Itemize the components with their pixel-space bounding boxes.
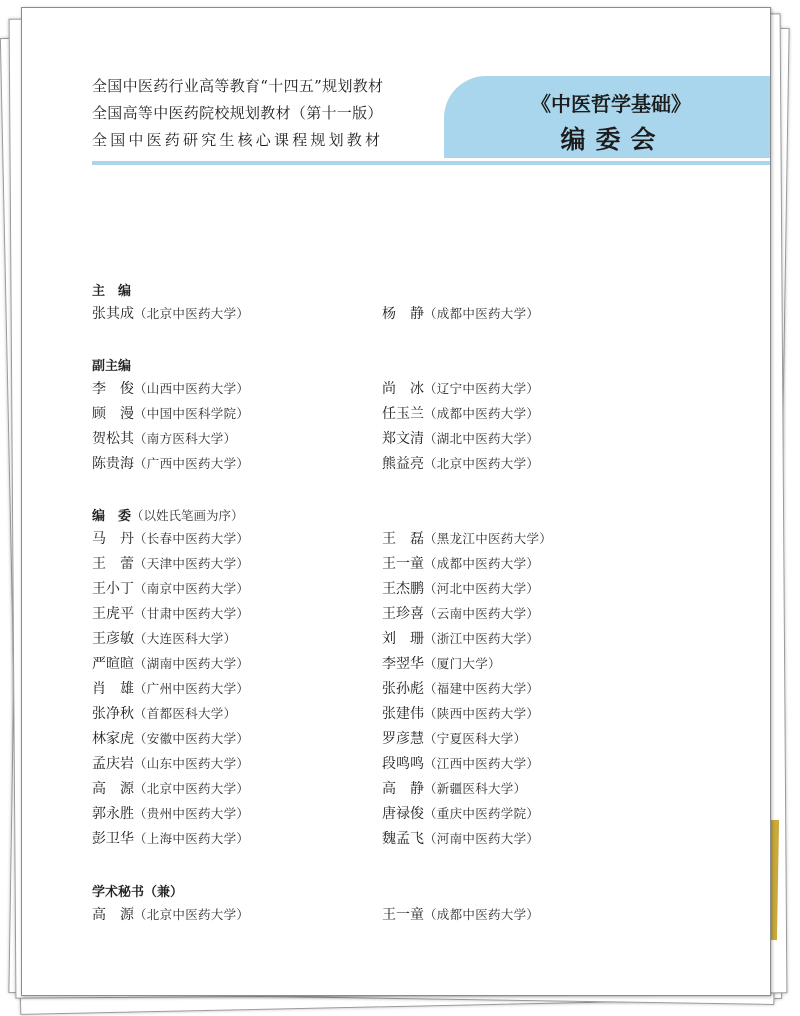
person-affiliation: （天津中医药大学） (134, 556, 250, 571)
person-name: 段鸣鸣 (382, 756, 424, 772)
person-affiliation: （新疆医科大学） (424, 781, 527, 796)
editorial-member-row (92, 653, 652, 678)
person-name: 魏孟飞 (382, 831, 424, 847)
editorial-member-heading (92, 505, 244, 524)
person-affiliation: （宁夏医科大学） (424, 731, 527, 746)
person-entry (92, 403, 249, 423)
person-entry (382, 303, 539, 323)
person-affiliation: （北京中医药大学） (134, 306, 250, 321)
person-affiliation: （厦门大学） (424, 656, 501, 671)
person-affiliation: （辽宁中医药大学） (424, 381, 540, 396)
person-name: 张孙彪 (382, 681, 424, 697)
person-name: 顾 漫 (92, 406, 134, 422)
person-entry (92, 653, 249, 673)
editorial-member-row (92, 778, 652, 803)
person-name: 李翌华 (382, 656, 424, 672)
person-entry (92, 428, 236, 448)
person-affiliation: （南方医科大学） (134, 431, 237, 446)
person-affiliation: （山东中医药大学） (134, 756, 250, 771)
person-entry (92, 828, 249, 848)
person-name: 王小丁 (92, 581, 134, 597)
editorial-member-row (92, 578, 652, 603)
person-affiliation: （北京中医药大学） (134, 907, 250, 922)
person-entry (92, 578, 249, 598)
person-affiliation: （北京中医药大学） (424, 456, 540, 471)
series-lines (92, 73, 383, 154)
person-name: 孟庆岩 (92, 756, 134, 772)
person-name: 高 源 (92, 907, 134, 923)
person-entry (382, 778, 526, 798)
deputy-editor-row (92, 428, 652, 453)
person-affiliation: （陕西中医药大学） (424, 706, 540, 721)
person-affiliation: （北京中医药大学） (134, 781, 250, 796)
series-line: 全国中医药行业高等教育“十四五”规划教材 (92, 77, 384, 95)
person-name: 熊益亮 (382, 456, 424, 472)
person-affiliation: （成都中医药大学） (424, 306, 540, 321)
person-name: 王一童 (382, 556, 424, 572)
person-name: 尚 冰 (382, 381, 424, 397)
person-affiliation: （广州中医药大学） (134, 681, 250, 696)
person-entry (382, 728, 526, 748)
editorial-member-row (92, 553, 652, 578)
person-affiliation: （安徽中医药大学） (134, 731, 250, 746)
person-affiliation: （广西中医药大学） (134, 456, 250, 471)
person-affiliation: （大连医科大学） (134, 631, 237, 646)
person-affiliation: （云南中医药大学） (424, 606, 540, 621)
editorial-member-row (92, 728, 652, 753)
title-banner (444, 76, 770, 158)
person-name: 王虎平 (92, 606, 134, 622)
person-entry (92, 378, 249, 398)
deputy-editor-row (92, 403, 652, 428)
person-entry (92, 753, 249, 773)
person-entry (382, 803, 539, 823)
deputy-editor-heading (92, 355, 131, 374)
person-name: 王珍喜 (382, 606, 424, 622)
person-entry (92, 803, 249, 823)
person-affiliation: （福建中医药大学） (424, 681, 540, 696)
person-name: 郑文清 (382, 431, 424, 447)
person-affiliation: （黑龙江中医药大学） (424, 531, 553, 546)
section-heading-text: 主 编 (92, 284, 132, 299)
person-name: 唐禄俊 (382, 806, 424, 822)
section-heading-text: 副主编 (92, 359, 132, 374)
person-name: 任玉兰 (382, 406, 424, 422)
chief-editor-heading (92, 280, 131, 299)
person-affiliation: （江西中医药大学） (424, 756, 540, 771)
person-affiliation: （重庆中医药学院） (424, 806, 540, 821)
person-entry (92, 778, 249, 798)
editorial-member-row (92, 828, 652, 853)
person-name: 杨 静 (382, 306, 424, 322)
person-name: 陈贵海 (92, 456, 134, 472)
person-name: 刘 珊 (382, 631, 424, 647)
person-affiliation: （成都中医药大学） (424, 556, 540, 571)
person-entry (92, 303, 249, 323)
editorial-member-row (92, 703, 652, 728)
person-name: 王 磊 (382, 531, 424, 547)
header-divider (92, 161, 770, 165)
person-entry (92, 453, 249, 473)
person-entry (92, 553, 249, 573)
academic-secretary-heading (92, 881, 183, 900)
person-entry (92, 703, 236, 723)
person-name: 王 蕾 (92, 556, 134, 572)
person-name: 郭永胜 (92, 806, 134, 822)
person-name: 贺松其 (92, 431, 134, 447)
person-affiliation: （湖南中医药大学） (134, 656, 250, 671)
person-name: 严暄暄 (92, 656, 134, 672)
person-name: 李 俊 (92, 381, 134, 397)
person-entry (382, 528, 552, 548)
section-heading-text: 编 委 (92, 509, 132, 524)
person-name: 张建伟 (382, 706, 424, 722)
person-entry (92, 628, 236, 648)
deputy-editor-row (92, 453, 652, 478)
person-name: 王彦敏 (92, 631, 134, 647)
person-entry (382, 653, 501, 673)
person-name: 肖 雄 (92, 681, 134, 697)
person-affiliation: （首都医科大学） (134, 706, 237, 721)
person-entry (382, 403, 539, 423)
person-affiliation: （成都中医药大学） (424, 907, 540, 922)
person-affiliation: （甘肃中医药大学） (134, 606, 250, 621)
person-affiliation: （南京中医药大学） (134, 581, 250, 596)
person-name: 张净秋 (92, 706, 134, 722)
person-affiliation: （贵州中医药大学） (134, 806, 250, 821)
academic-secretary-row (92, 904, 652, 929)
person-entry (92, 528, 249, 548)
chief-editor-row (92, 303, 652, 328)
document-page (21, 7, 771, 996)
person-name: 彭卫华 (92, 831, 134, 847)
person-entry (382, 553, 539, 573)
person-entry (382, 703, 539, 723)
section-heading-text: 学术秘书（兼） (92, 885, 184, 900)
book-title: 《中医哲学基础》 (531, 92, 691, 116)
person-entry (92, 904, 249, 924)
editorial-member-row (92, 628, 652, 653)
person-entry (382, 578, 539, 598)
ordering-note: （以姓氏笔画为序） (131, 508, 244, 523)
person-name: 林家虎 (92, 731, 134, 747)
person-entry (382, 828, 539, 848)
person-entry (382, 753, 539, 773)
person-affiliation: （山西中医药大学） (134, 381, 250, 396)
person-affiliation: （浙江中医药大学） (424, 631, 540, 646)
person-entry (382, 453, 539, 473)
deputy-editor-row (92, 378, 652, 403)
person-affiliation: （成都中医药大学） (424, 406, 540, 421)
person-name: 王杰鹏 (382, 581, 424, 597)
person-name: 王一童 (382, 907, 424, 923)
person-entry (92, 728, 249, 748)
person-name: 高 源 (92, 781, 134, 797)
person-affiliation: （河南中医药大学） (424, 831, 540, 846)
person-name: 马 丹 (92, 531, 134, 547)
person-affiliation: （上海中医药大学） (134, 831, 250, 846)
person-affiliation: （湖北中医药大学） (424, 431, 540, 446)
person-entry (92, 678, 249, 698)
person-affiliation: （河北中医药大学） (424, 581, 540, 596)
person-entry (92, 603, 249, 623)
person-name: 高 静 (382, 781, 424, 797)
person-entry (382, 628, 539, 648)
person-entry (382, 904, 539, 924)
editorial-member-row (92, 528, 652, 553)
committee-heading: 编委会 (560, 125, 666, 154)
editorial-member-row (92, 678, 652, 703)
person-name: 张其成 (92, 306, 134, 322)
person-affiliation: （中国中医科学院） (134, 406, 250, 421)
editorial-member-row (92, 803, 652, 828)
editorial-member-row (92, 603, 652, 628)
person-entry (382, 378, 539, 398)
person-entry (382, 428, 539, 448)
person-entry (382, 678, 539, 698)
person-entry (382, 603, 539, 623)
editorial-member-row (92, 753, 652, 778)
series-line: 全国高等中医药院校规划教材（第十一版） (92, 104, 383, 122)
person-affiliation: （长春中医药大学） (134, 531, 250, 546)
series-line: 全国中医药研究生核心课程规划教材 (92, 131, 384, 149)
person-name: 罗彦慧 (382, 731, 424, 747)
